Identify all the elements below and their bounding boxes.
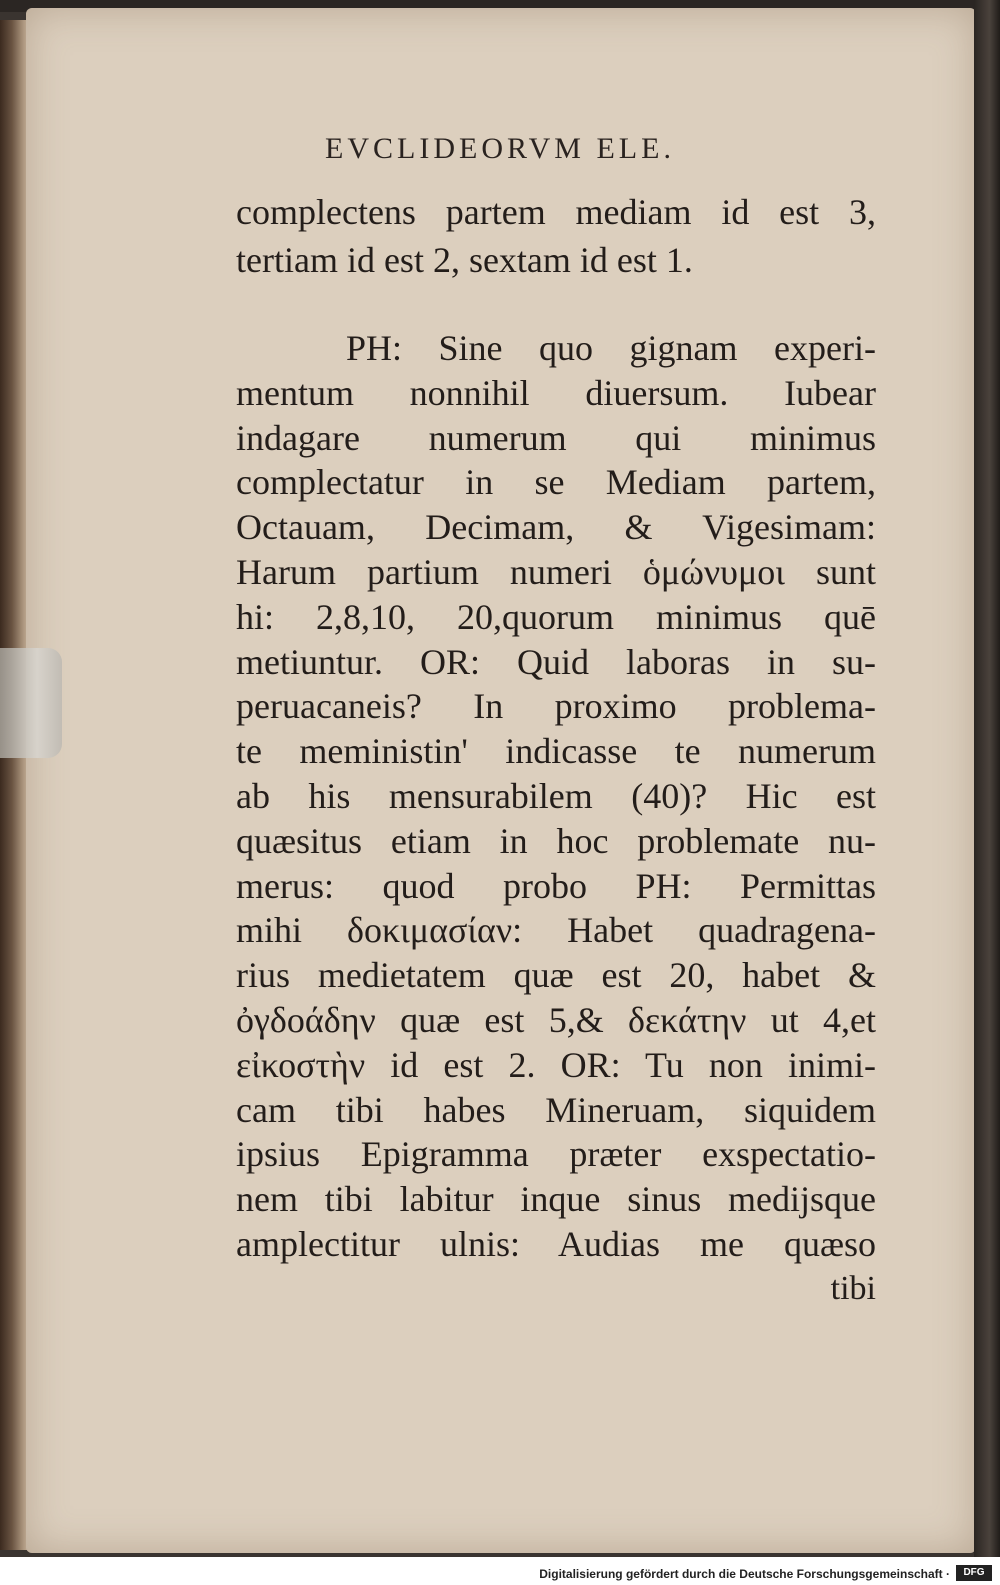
text-line: mihi δοκιμασίαν: Habet quadragena- [236, 910, 876, 951]
text-line: metiuntur. OR: Quid laboras in su- [236, 641, 876, 682]
text-line: εἰκοστὴν id est 2. OR: Tu non inimi- [236, 1044, 876, 1085]
text-line: complectens partem mediam id est 3, [236, 192, 876, 232]
text-line: hi: 2,8,10, 20,quorum minimus quē [236, 596, 876, 637]
text-line: te meministin' indicasse te numerum [236, 731, 876, 772]
text-line: Octauam, Decimam, & Vigesimam: [236, 507, 876, 548]
text-line: PH: Sine quo gignam experi- [346, 328, 876, 368]
text-line: nem tibi labitur inque sinus medijsque [236, 1179, 876, 1220]
text-line: amplectitur ulnis: Audias me quæso [236, 1223, 876, 1264]
running-head: EVCLIDEORVM ELE. [325, 132, 675, 165]
text-line: ipsius Epigramma præter exspectatio- [236, 1134, 876, 1175]
text-line: merus: quod probo PH: Permittas [236, 865, 876, 906]
text-line: ab his mensurabilem (40)? Hic est [236, 775, 876, 816]
paragraph-gap [236, 284, 876, 326]
text-line: ὀγδοάδην quæ est 5,& δεκάτην ut 4,et [236, 999, 876, 1040]
text-line: tertiam id est 2, sextam id est 1. [236, 240, 693, 280]
dfg-logo: DFG [956, 1565, 992, 1581]
text-line: peruacaneis? In proximo problema- [236, 686, 876, 727]
text-line: cam tibi habes Mineruam, siquidem [236, 1089, 876, 1130]
page-clip [0, 648, 62, 758]
text-line: complectatur in se Mediam partem, [236, 462, 876, 503]
book-edge-right [974, 0, 1000, 1560]
catchword: tibi [830, 1269, 876, 1307]
text-line: quæsitus etiam in hoc problemate nu- [236, 820, 876, 861]
text-line: indagare numerum qui minimus [236, 417, 876, 458]
text-block [236, 188, 876, 1311]
text-line: rius medietatem quæ est 20, habet & [236, 955, 876, 996]
footer-credit: Digitalisierung gefördert durch die Deutsche Forschungsgemeinschaft · [539, 1567, 950, 1581]
text-line: mentum nonnihil diuersum. Iubear [236, 372, 876, 413]
text-line: Harum partium numeri ὁμώνυμοι sunt [236, 551, 876, 592]
digitization-footer [0, 1557, 1000, 1585]
